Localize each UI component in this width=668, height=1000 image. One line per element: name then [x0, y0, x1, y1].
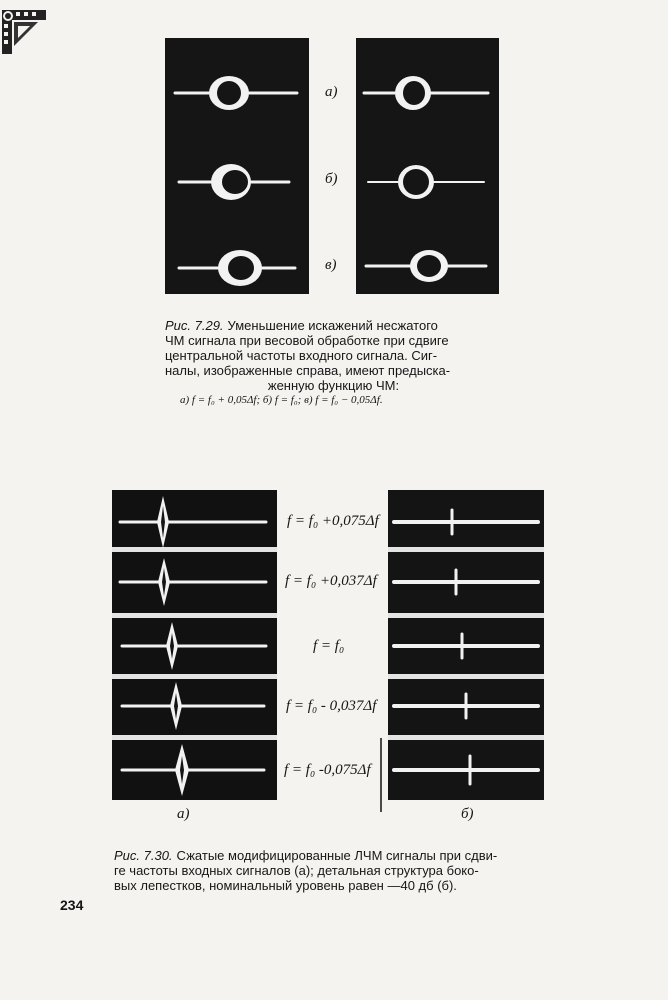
figure-7-29-caption — [165, 318, 502, 393]
figure-7-30-caption-line-2: ге частоты входных сигналов (а); детальная структура боко- — [114, 863, 479, 878]
figure-7-30-caption-lead: Рис. 7.30. — [114, 848, 173, 863]
figure-7-30-separator-line — [380, 738, 382, 812]
figure-7-30-panel-label-a: а) — [177, 806, 190, 822]
figure-7-30-left-panel — [112, 490, 277, 800]
figure-7-29-row-label-a: а) — [325, 84, 338, 100]
figure-7-29-caption-line-3: центральной частоты входного сигнала. Сиг- — [165, 348, 438, 363]
figure-7-30-caption-line-3: вых лепестков, номинальный уровень равен —40 дб (б). — [114, 878, 457, 893]
figure-7-30-row-label-5: f = f₀ -0,075Δf — [284, 762, 371, 778]
figure-7-30-caption — [114, 848, 552, 893]
page-number: 234 — [60, 897, 84, 913]
figure-7-30-right-panel — [388, 490, 544, 800]
figure-7-29-caption-line-2: ЧМ сигнала при весовой обработке при сдвиге — [165, 333, 449, 348]
figure-7-29-caption-line-4: налы, изображенные справа, имеют предыска- — [165, 363, 451, 378]
figure-7-29-formula: а) f = f₀ + 0,05Δf; б) f = f₀; в) f = f₀ − 0,05Δf. — [180, 394, 383, 406]
figure-7-30-row-label-3: f = f₀ — [313, 638, 345, 654]
figure-7-30-right-traces — [388, 490, 544, 800]
figure-7-29-caption-line-1: Рис. 7.29. Уменьшение искажений несжатого — [165, 318, 438, 333]
figure-7-29-left-traces — [165, 38, 309, 294]
figure-7-30-caption-line-1: Рис. 7.30. Сжатые модифицированные ЛЧМ сигналы при сдви- — [114, 848, 498, 863]
corner-ornament-icon — [0, 8, 48, 56]
figure-7-30-row-label-1: f = f₀ +0,075Δf — [287, 513, 379, 529]
figure-7-29-caption-lead: Рис. 7.29. — [165, 318, 224, 333]
figure-7-29-left-panel — [165, 38, 309, 294]
figure-7-30-left-traces — [112, 490, 277, 800]
figure-7-30-panel-label-b: б) — [461, 806, 474, 822]
figure-7-30-row-label-2: f = f₀ +0,037Δf — [285, 573, 377, 589]
figure-7-29-right-panel — [356, 38, 499, 294]
figure-7-30-row-label-4: f = f₀ - 0,037Δf — [286, 698, 377, 714]
figure-7-29-caption-line-5: женную функцию ЧМ: — [267, 378, 400, 393]
figure-7-29-row-label-c: в) — [325, 257, 337, 273]
figure-7-29-row-label-b: б) — [325, 171, 338, 187]
figure-7-29-right-traces — [356, 38, 499, 294]
